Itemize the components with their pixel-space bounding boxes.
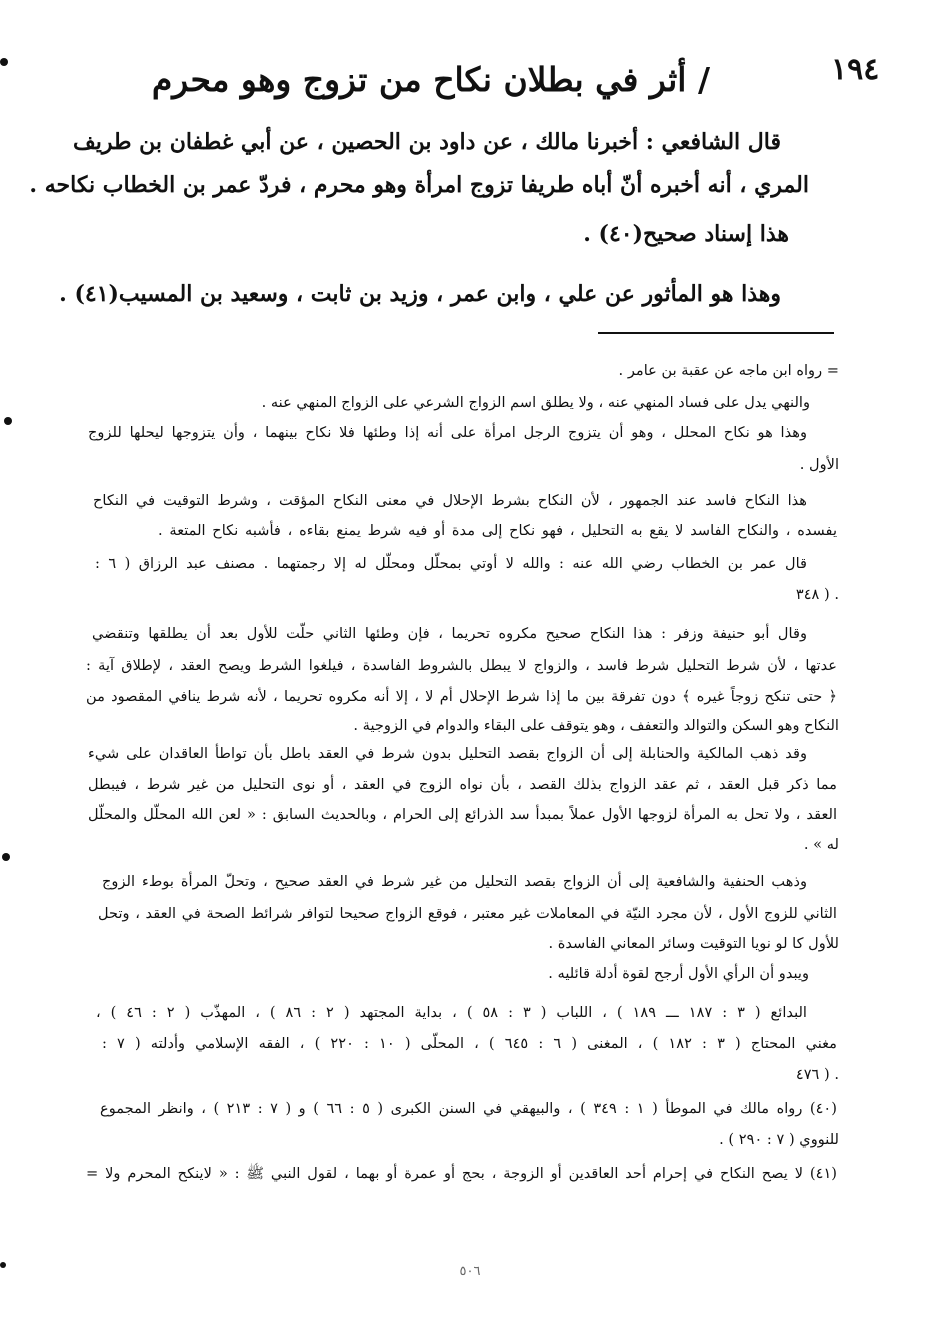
footnote-line: البدائع ( ٣ : ١٨٧ ـــ ١٨٩ ) ، اللباب ( ٣ : ٥٨ ) ، بداية المجتهد ( ٢ : ٨٦ ) ، المهذّب ( ٢ : ٤٦ ) ،: [96, 1004, 807, 1021]
footnote-line: قال عمر بن الخطاب رضي الله عنه : والله لا أوتي بمحلّل ومحلّل له إلا رجمتهما . مصنف عبد الرزاق ( ٦ :: [95, 555, 808, 572]
margin-mark: [0, 58, 8, 66]
footnote-line: = رواه ابن ماجه عن عقبة بن عامر .: [618, 362, 839, 379]
footnote-line: الثاني للزوج الأول ، لأن مجرد النيّة في المعاملات غير معتبر ، فوقع الزواج صحيحا لتوافر شرائط الصحة في العقد ، وتحل: [98, 905, 837, 922]
footnote-line: ﴿ حتى تنكح زوجاً غيره ﴾ دون تفرقة بين ما إذا شرط الإحلال أم لا ، إلا أنه مكروه تحريما ، لأنه شرط ينافي المقصود من: [86, 688, 837, 705]
footnote-line: (٤٠) رواه مالك في الموطأ ( ١ : ٣٤٩ ) ، والبيهقي في السنن الكبرى ( ٥ : ٦٦ ) و ( ٧ : ٢١٣ ) ، وانظر المجموع: [100, 1100, 837, 1117]
page-folio: ٥٠٦: [459, 1264, 481, 1279]
footnote-line: مما ذكر قبل العقد ، ثم عقد الزواج بذلك القصد ، بأن نواه الزوج في العقد ، أو نوى التحليل من غير شرط ، فيبطل: [88, 776, 837, 793]
footnote-line: هذا النكاح فاسد عند الجمهور ، لأن النكاح بشرط الإحلال في معنى النكاح المؤقت ، وشرط التوقيت في النكاح: [93, 492, 807, 509]
footnote-line: (٤١) لا يصح النكاح في إحرام أحد العاقدين أو الزوجة ، بحج أو عمرة أو بهما ، لقول النبي ﷺ : « لاينكح المحرم ولا =: [86, 1165, 837, 1182]
main-line: وهذا هو المأثور عن علي ، وابن عمر ، وزيد بن ثابت ، وسعيد بن المسيب(٤١) .: [59, 281, 781, 307]
footnote-line: وقال أبو حنيفة وزفر : هذا النكاح صحيح مكروه تحريما ، فإن وطئها الثاني حلّت للأول بعد أن يطلقها وتنقضي: [92, 625, 807, 642]
footnote-line: ٣٤٨ ) .: [795, 586, 839, 603]
footnote-line: النكاح وهو السكن والتوالد والتعفف ، وهو يتوقف على البقاء والدوام في الزوجية .: [353, 717, 839, 734]
footnote-line: مغني المحتاج ( ٣ : ١٨٢ ) ، المغنى ( ٦ : ٦٤٥ ) ، المحلّى ( ١٠ : ٢٢٠ ) ، الفقه الإسلامي وأدلته ( ٧ :: [102, 1035, 837, 1052]
footnote-line: وهذا هو نكاح المحلل ، وهو أن يتزوج الرجل امرأة على أنه إذا وطئها فلا نكاح بينهما ، وأن يتزوجها ليحلها للزوج: [88, 424, 807, 441]
margin-mark: [0, 1262, 6, 1268]
page-number: ١٩٤: [831, 52, 880, 87]
margin-mark: [2, 853, 10, 861]
footnote-line: يفسده ، والنكاح الفاسد لا يقع به التحليل ، فهو نكاح إلى مدة أو فيه شرط يمنع بقاءه ، فأشبه نكاح المتعة .: [158, 522, 837, 539]
footnote-line: عدتها ، لأن شرط التحليل شرط فاسد ، والزواج لا يبطل بالشروط الفاسدة ، فيلغوا الشرط ويصح العقد ، لإطلاق آية :: [86, 657, 837, 674]
main-line: قال الشافعي : أخبرنا مالك ، عن داود بن الحصين ، عن أبي غطفان بن طريف: [72, 129, 781, 155]
footnote-line: للنووي ( ٧ : ٢٩٠ ) .: [719, 1131, 839, 1148]
margin-mark: [4, 417, 12, 425]
footnote-line: للأول كا لو نويا التوقيت وسائر المعاني الفاسدة .: [548, 935, 839, 952]
main-line: المري ، أنه أخبره أنّ أباه طريفا تزوج امرأة وهو محرم ، فردّ عمر بن الخطاب نكاحه .: [29, 172, 809, 198]
footnote-divider: [598, 332, 834, 334]
footnote-line: العقد ، ولا تحل به المرأة لزوجها الأول عملاً بمبدأ سد الذرائع إلى الحرام ، وبالحديث السابق : « لعن الله المحلّل والمحلّل: [88, 806, 837, 823]
footnote-line: ويبدو أن الرأي الأول أرجح لقوة أدلة قائليه .: [548, 965, 809, 982]
main-line: هذا إسناد صحيح(٤٠) .: [583, 221, 789, 247]
footnote-line: وذهب الحنفية والشافعية إلى أن الزواج بقصد التحليل من غير شرط في العقد صحيح ، وتحلّ المرأة بوطء الزوج: [102, 873, 807, 890]
page-title: / أثر في بطلان نكاح من تزوج وهو محرم: [151, 60, 710, 99]
footnote-line: له » .: [803, 836, 839, 853]
footnote-line: وقد ذهب المالكية والحنابلة إلى أن الزواج بقصد التحليل بدون شرط في العقد باطل بأن تواطأ العاقدان على شيء: [88, 745, 807, 762]
footnote-line: والنهي يدل على فساد المنهي عنه ، ولا يطلق اسم الزواج الشرعي على الزواج المنهي عنه .: [261, 394, 810, 411]
footnote-line: الأول .: [799, 456, 839, 473]
footnote-line: ٤٧٦ ) .: [795, 1066, 839, 1083]
